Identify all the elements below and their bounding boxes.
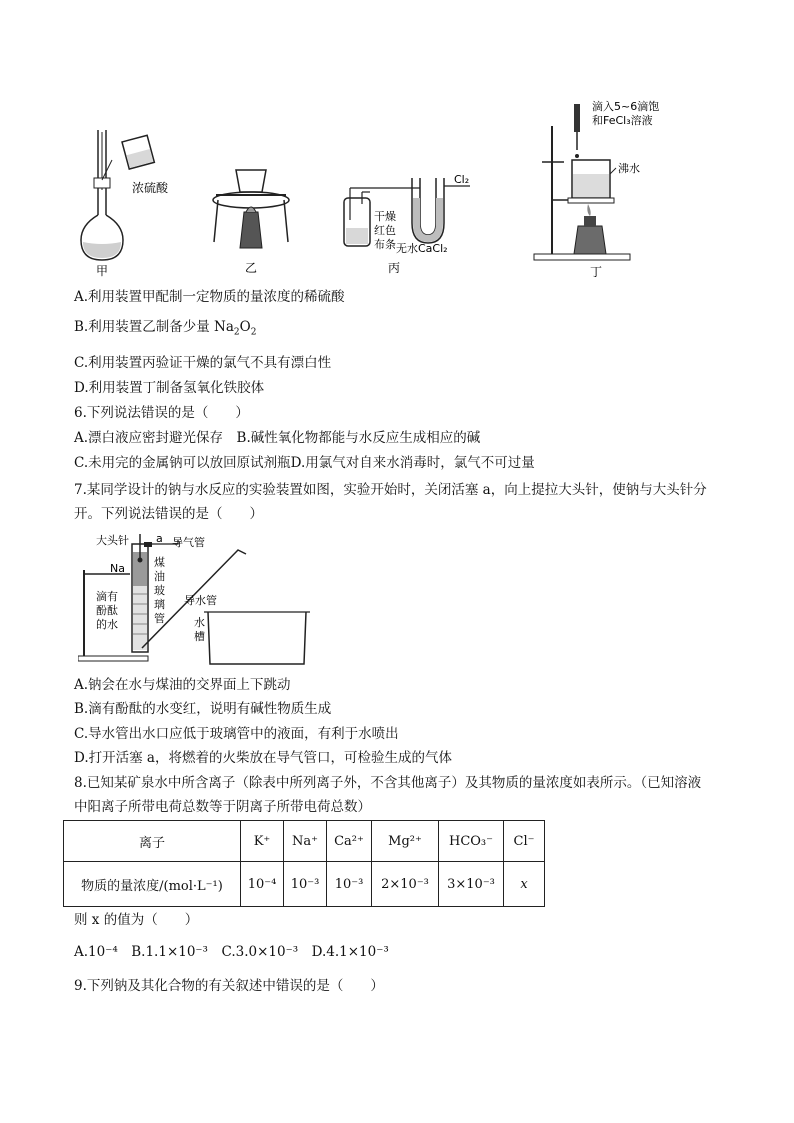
ion-cell: Ca²⁺: [327, 821, 372, 862]
value-cell: x: [504, 862, 545, 907]
q5-option-b-mid: O: [239, 319, 251, 335]
figure-bing: [330, 168, 490, 280]
caption-ding: 丁: [590, 265, 603, 279]
q6-options-ab: A.漂白液应密封避光保存 B.碱性氧化物都能与水反应生成相应的碱: [74, 430, 481, 446]
q5-option-b-sub1: 2: [233, 327, 240, 338]
label-dry-1: 干燥: [374, 210, 396, 223]
q7-stem-1: 7.某同学设计的钠与水反应的实验装置如图，实验开始时，关闭活塞 a，向上提拉大头针，使钠与大头针分: [74, 482, 707, 498]
label-phenol-1: 滴有: [96, 590, 118, 603]
label-concentrated-sulfuric-acid: 浓硫酸: [132, 181, 169, 195]
ion-cell: K⁺: [241, 821, 284, 862]
ion-table: [63, 820, 545, 907]
value-cell: 3×10⁻³: [439, 862, 504, 907]
caption-yi: 乙: [245, 261, 258, 275]
caption-bing: 丙: [388, 261, 401, 275]
q5-option-b-sub2: 2: [250, 327, 257, 338]
value-cell: 10⁻³: [284, 862, 327, 907]
label-kerosene-1: 煤: [154, 556, 165, 569]
ion-table-row-ions: [64, 821, 545, 862]
ion-cell: Na⁺: [284, 821, 327, 862]
q8-ask: 则 x 的值为（ ）: [74, 912, 199, 928]
q7-option-b: B.滴有酚酞的水变红，说明有碱性物质生成: [74, 701, 332, 717]
q6-options-cd: C.未用完的金属钠可以放回原试剂瓶D.用氯气对自来水消毒时，氯气不可过量: [74, 455, 535, 471]
label-cl2: Cl₂: [454, 173, 470, 186]
q8-options: A.10⁻⁴ B.1.1×10⁻³ C.3.0×10⁻³ D.4.1×10⁻³: [74, 944, 389, 960]
q5-option-b-prefix: B.利用装置乙制备少量 Na: [74, 319, 234, 335]
label-phenol-3: 的水: [96, 618, 118, 631]
figure-jia: [76, 120, 196, 280]
label-valve-a: a: [156, 532, 163, 545]
label-na: Na: [110, 562, 125, 575]
label-pin: 大头针: [96, 534, 129, 547]
label-glass-2: 璃: [154, 598, 165, 611]
ion-table-row-values: [64, 862, 545, 907]
label-gas-tube: 导气管: [172, 536, 205, 549]
label-tank-2: 槽: [194, 630, 205, 643]
label-glass-1: 玻: [154, 584, 165, 597]
q5-option-d: D.利用装置丁制备氢氧化铁胶体: [74, 380, 265, 396]
q5-option-b: [74, 318, 256, 342]
ion-table-head: 离子: [64, 821, 241, 862]
q7-option-c: C.导水管出水口应低于玻璃管中的液面，有利于水喷出: [74, 726, 399, 742]
label-water-tube: 导水管: [184, 594, 217, 607]
label-boiling-water: 沸水: [618, 162, 640, 175]
ion-cell: Cl⁻: [504, 821, 545, 862]
label-dry-2: 红色: [374, 224, 396, 237]
ion-cell: HCO₃⁻: [439, 821, 504, 862]
q9-stem: 9.下列钠及其化合物的有关叙述中错误的是（ ）: [74, 978, 384, 994]
q8-stem-1: 8.已知某矿泉水中所含离子（除表中所列离子外，不含其他离子）及其物质的量浓度如表所示。（已知溶液: [74, 775, 702, 791]
label-drop-1: 滴入5~6滴饱: [592, 100, 660, 113]
q7-option-a: A.钠会在水与煤油的交界面上下跳动: [74, 677, 291, 693]
caption-jia: 甲: [96, 264, 109, 278]
conc-head-prefix: 物质的量浓度: [81, 878, 160, 894]
value-cell: 10⁻⁴: [241, 862, 284, 907]
q7-stem-2: 开。下列说法错误的是（ ）: [74, 506, 263, 522]
label-phenol-2: 酚酞: [96, 604, 118, 617]
figure-yi: [206, 150, 296, 280]
q5-option-a: A.利用装置甲配制一定物质的量浓度的稀硫酸: [74, 289, 345, 305]
label-dry-3: 布条: [374, 238, 396, 251]
q6-stem: 6.下列说法错误的是（ ）: [74, 405, 249, 421]
label-tank-1: 水: [194, 616, 205, 629]
label-cacl2: 无水CaCl₂: [396, 242, 448, 255]
q7-option-d: D.打开活塞 a，将燃着的火柴放在导气管口，可检验生成的气体: [74, 750, 452, 766]
value-cell: 10⁻³: [327, 862, 372, 907]
q8-stem-2: 中阳离子所带电荷总数等于阴离子所带电荷总数）: [74, 799, 371, 815]
value-cell: 2×10⁻³: [372, 862, 439, 907]
label-drop-2: 和FeCl₃溶液: [592, 114, 653, 127]
q7-figure: [78, 530, 338, 670]
conc-head-unit: /(mol·L⁻¹): [159, 878, 223, 894]
ion-cell: Mg²⁺: [372, 821, 439, 862]
label-glass-3: 管: [154, 612, 165, 625]
figure-ding: [528, 96, 678, 280]
label-kerosene-2: 油: [154, 570, 165, 583]
q5-option-c: C.利用装置丙验证干燥的氯气不具有漂白性: [74, 355, 332, 371]
conc-head: [64, 862, 241, 907]
